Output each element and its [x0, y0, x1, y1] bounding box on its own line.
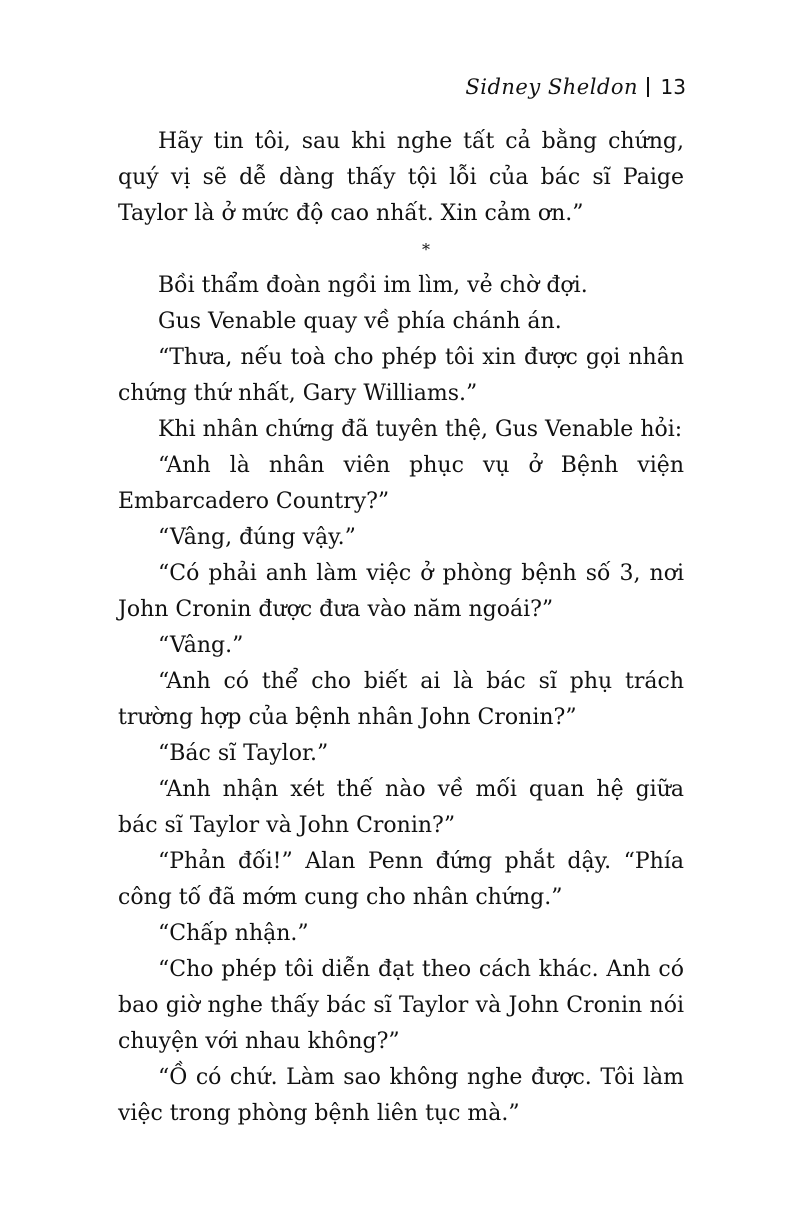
paragraph: “Anh có thể cho biết ai là bác sĩ phụ trách trường hợp của bệnh nhân John Cronin?”	[118, 669, 684, 730]
paragraph: Bồi thẩm đoàn ngồi im lìm, vẻ chờ đợi.	[158, 273, 588, 298]
paragraph: “Chấp nhận.”	[158, 921, 309, 946]
body-text	[118, 124, 684, 1132]
paragraph: “Vâng, đúng vậy.”	[158, 525, 356, 550]
paragraph: “Anh nhận xét thế nào về mối quan hệ giữa bác sĩ Taylor và John Cronin?”	[118, 777, 684, 838]
paragraph: “Phản đối!” Alan Penn đứng phắt dậy. “Phía công tố đã mớm cung cho nhân chứng.”	[118, 849, 684, 910]
running-head-separator	[647, 77, 649, 97]
page-number: 13	[660, 75, 686, 99]
paragraph: “Ồ có chứ. Làm sao không nghe được. Tôi làm việc trong phòng bệnh liên tục mà.”	[118, 1065, 684, 1126]
scene-break-asterisk: *	[422, 240, 430, 259]
paragraph: “Bác sĩ Taylor.”	[158, 741, 329, 766]
paragraph: “Có phải anh làm việc ở phòng bệnh số 3, nơi John Cronin được đưa vào năm ngoái?”	[118, 561, 684, 622]
paragraph: Khi nhân chứng đã tuyên thệ, Gus Venable hỏi:	[158, 417, 683, 442]
paragraph: “Cho phép tôi diễn đạt theo cách khác. Anh có bao giờ nghe thấy bác sĩ Taylor và John Cronin nói chuyện với nhau không?”	[118, 957, 684, 1054]
running-head-author: Sidney Sheldon	[465, 75, 639, 99]
paragraph: “Thưa, nếu toà cho phép tôi xin được gọi nhân chứng thứ nhất, Gary Williams.”	[118, 345, 684, 406]
paragraph: “Anh là nhân viên phục vụ ở Bệnh viện Embarcadero Country?”	[118, 453, 684, 514]
paragraph: Gus Venable quay về phía chánh án.	[158, 309, 562, 334]
paragraph: Hãy tin tôi, sau khi nghe tất cả bằng chứng, quý vị sẽ dễ dàng thấy tội lỗi của bác sĩ Paige Taylor là ở mức độ cao nhất. Xin cảm ơn.”	[118, 129, 684, 226]
paragraph: “Vâng.”	[158, 633, 244, 658]
running-head	[465, 70, 686, 104]
